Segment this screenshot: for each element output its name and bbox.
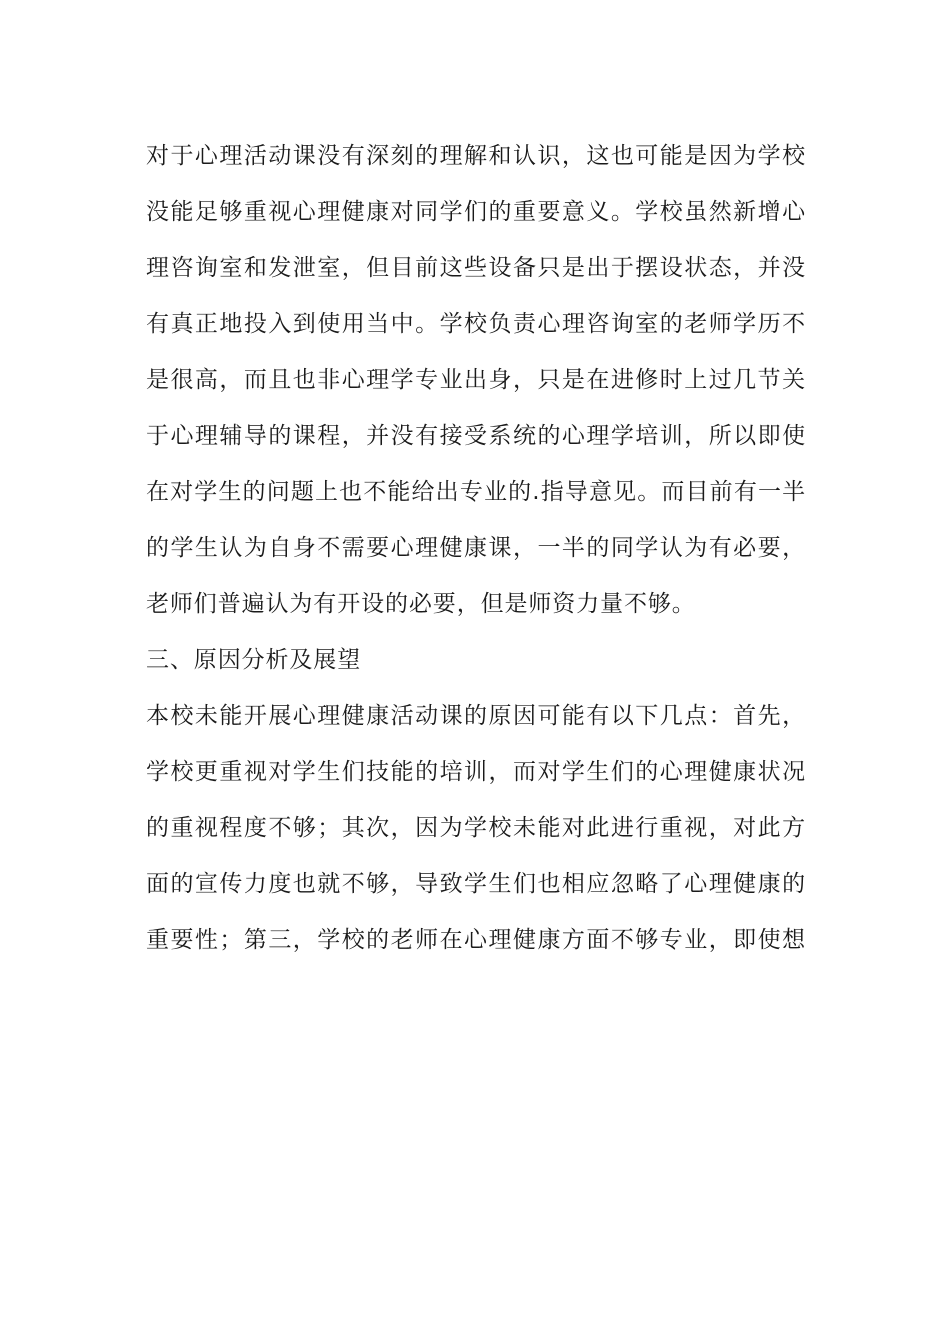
text-line: 的重视程度不够；其次，因为学校未能对此进行重视，对此方 [146, 815, 806, 841]
text-line: 对于心理活动课没有深刻的理解和认识，这也可能是因为学校 [146, 143, 806, 169]
section-heading: 三、原因分析及展望 [146, 647, 362, 673]
text-line: 重要性；第三，学校的老师在心理健康方面不够专业，即使想 [146, 927, 806, 953]
text-line: 在对学生的问题上也不能给出专业的.指导意见。而目前有一半 [146, 479, 806, 505]
text-line: 面的宣传力度也就不够，导致学生们也相应忽略了心理健康的 [146, 871, 806, 897]
text-line: 是很高，而且也非心理学专业出身，只是在进修时上过几节关 [146, 367, 806, 393]
text-line: 没能足够重视心理健康对同学们的重要意义。学校虽然新增心 [146, 199, 806, 225]
text-line: 老师们普遍认为有开设的必要，但是师资力量不够。 [146, 591, 696, 617]
text-line: 学校更重视对学生们技能的培训，而对学生们的心理健康状况 [146, 759, 806, 785]
text-line: 有真正地投入到使用当中。学校负责心理咨询室的老师学历不 [146, 311, 806, 337]
text-line: 的学生认为自身不需要心理健康课，一半的同学认为有必要， [146, 535, 806, 561]
text-line: 本校未能开展心理健康活动课的原因可能有以下几点：首先， [146, 703, 806, 729]
body-text [146, 128, 806, 968]
text-line: 理咨询室和发泄室，但目前这些设备只是出于摆设状态，并没 [146, 255, 806, 281]
text-line: 于心理辅导的课程，并没有接受系统的心理学培训，所以即使 [146, 423, 806, 449]
